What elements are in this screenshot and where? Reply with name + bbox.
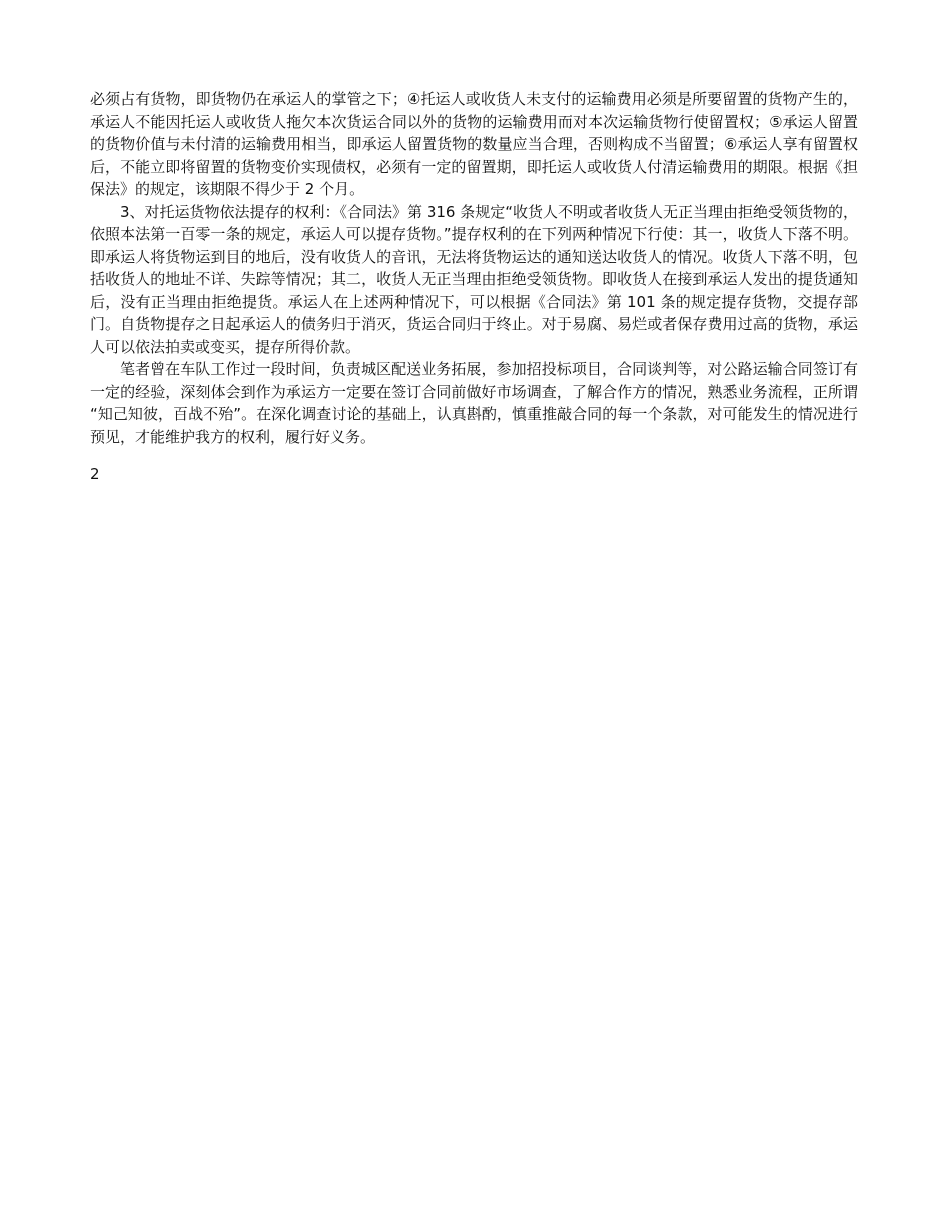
document-body bbox=[90, 88, 858, 448]
page-number: 2 bbox=[90, 465, 100, 483]
paragraph-deposit-rights: 3、对托运货物依法提存的权利：《合同法》第 316 条规定“收货人不明或者收货人无正当理由拒绝受领货物的，依照本法第一百零一条的规定，承运人可以提存货物。”提存权利的在下列两种情况下行使：其一，收货人下落不明。即承运人将货物运到目的地后，没有收货人的音讯，无法将货物运达的通知送达收货人的情况。收货人下落不明，包括收货人的地址不详、失踪等情况；其二，收货人无正当理由拒绝受领货物。即收货人在接到承运人发出的提货通知后，没有正当理由拒绝提货。承运人在上述两种情况下，可以根据《合同法》第 101 条的规定提存货物，交提存部门。自货物提存之日起承运人的债务归于消灭，货运合同归于终止。对于易腐、易烂或者保存费用过高的货物，承运人可以依法拍卖或变买，提存所得价款。 bbox=[90, 202, 858, 356]
paragraph-lien-conditions: 必须占有货物，即货物仍在承运人的掌管之下；④托运人或收货人未支付的运输费用必须是所要留置的货物产生的，承运人不能因托运人或收货人拖欠本次货运合同以外的货物的运输费用而对本次运输货物行使留置权；⑤承运人留置的货物价值与未付清的运输费用相当，即承运人留置货物的数量应当合理，否则构成不当留置；⑥承运人享有留置权后，不能立即将留置的货物变价实现债权，必须有一定的留置期，即托运人或收货人付清运输费用的期限。根据《担保法》的规定，该期限不得少于 2 个月。 bbox=[90, 90, 858, 198]
paragraph-author-experience: 笔者曾在车队工作过一段时间，负责城区配送业务拓展，参加招投标项目，合同谈判等，对公路运输合同签订有一定的经验，深刻体会到作为承运方一定要在签订合同前做好市场调查，了解合作方的情况，熟悉业务流程，正所谓“知己知彼，百战不殆”。在深化调查讨论的基础上，认真斟酌，慎重推敲合同的每一个条款，对可能发生的情况进行预见，才能维护我方的权利，履行好义务。 bbox=[90, 360, 858, 446]
